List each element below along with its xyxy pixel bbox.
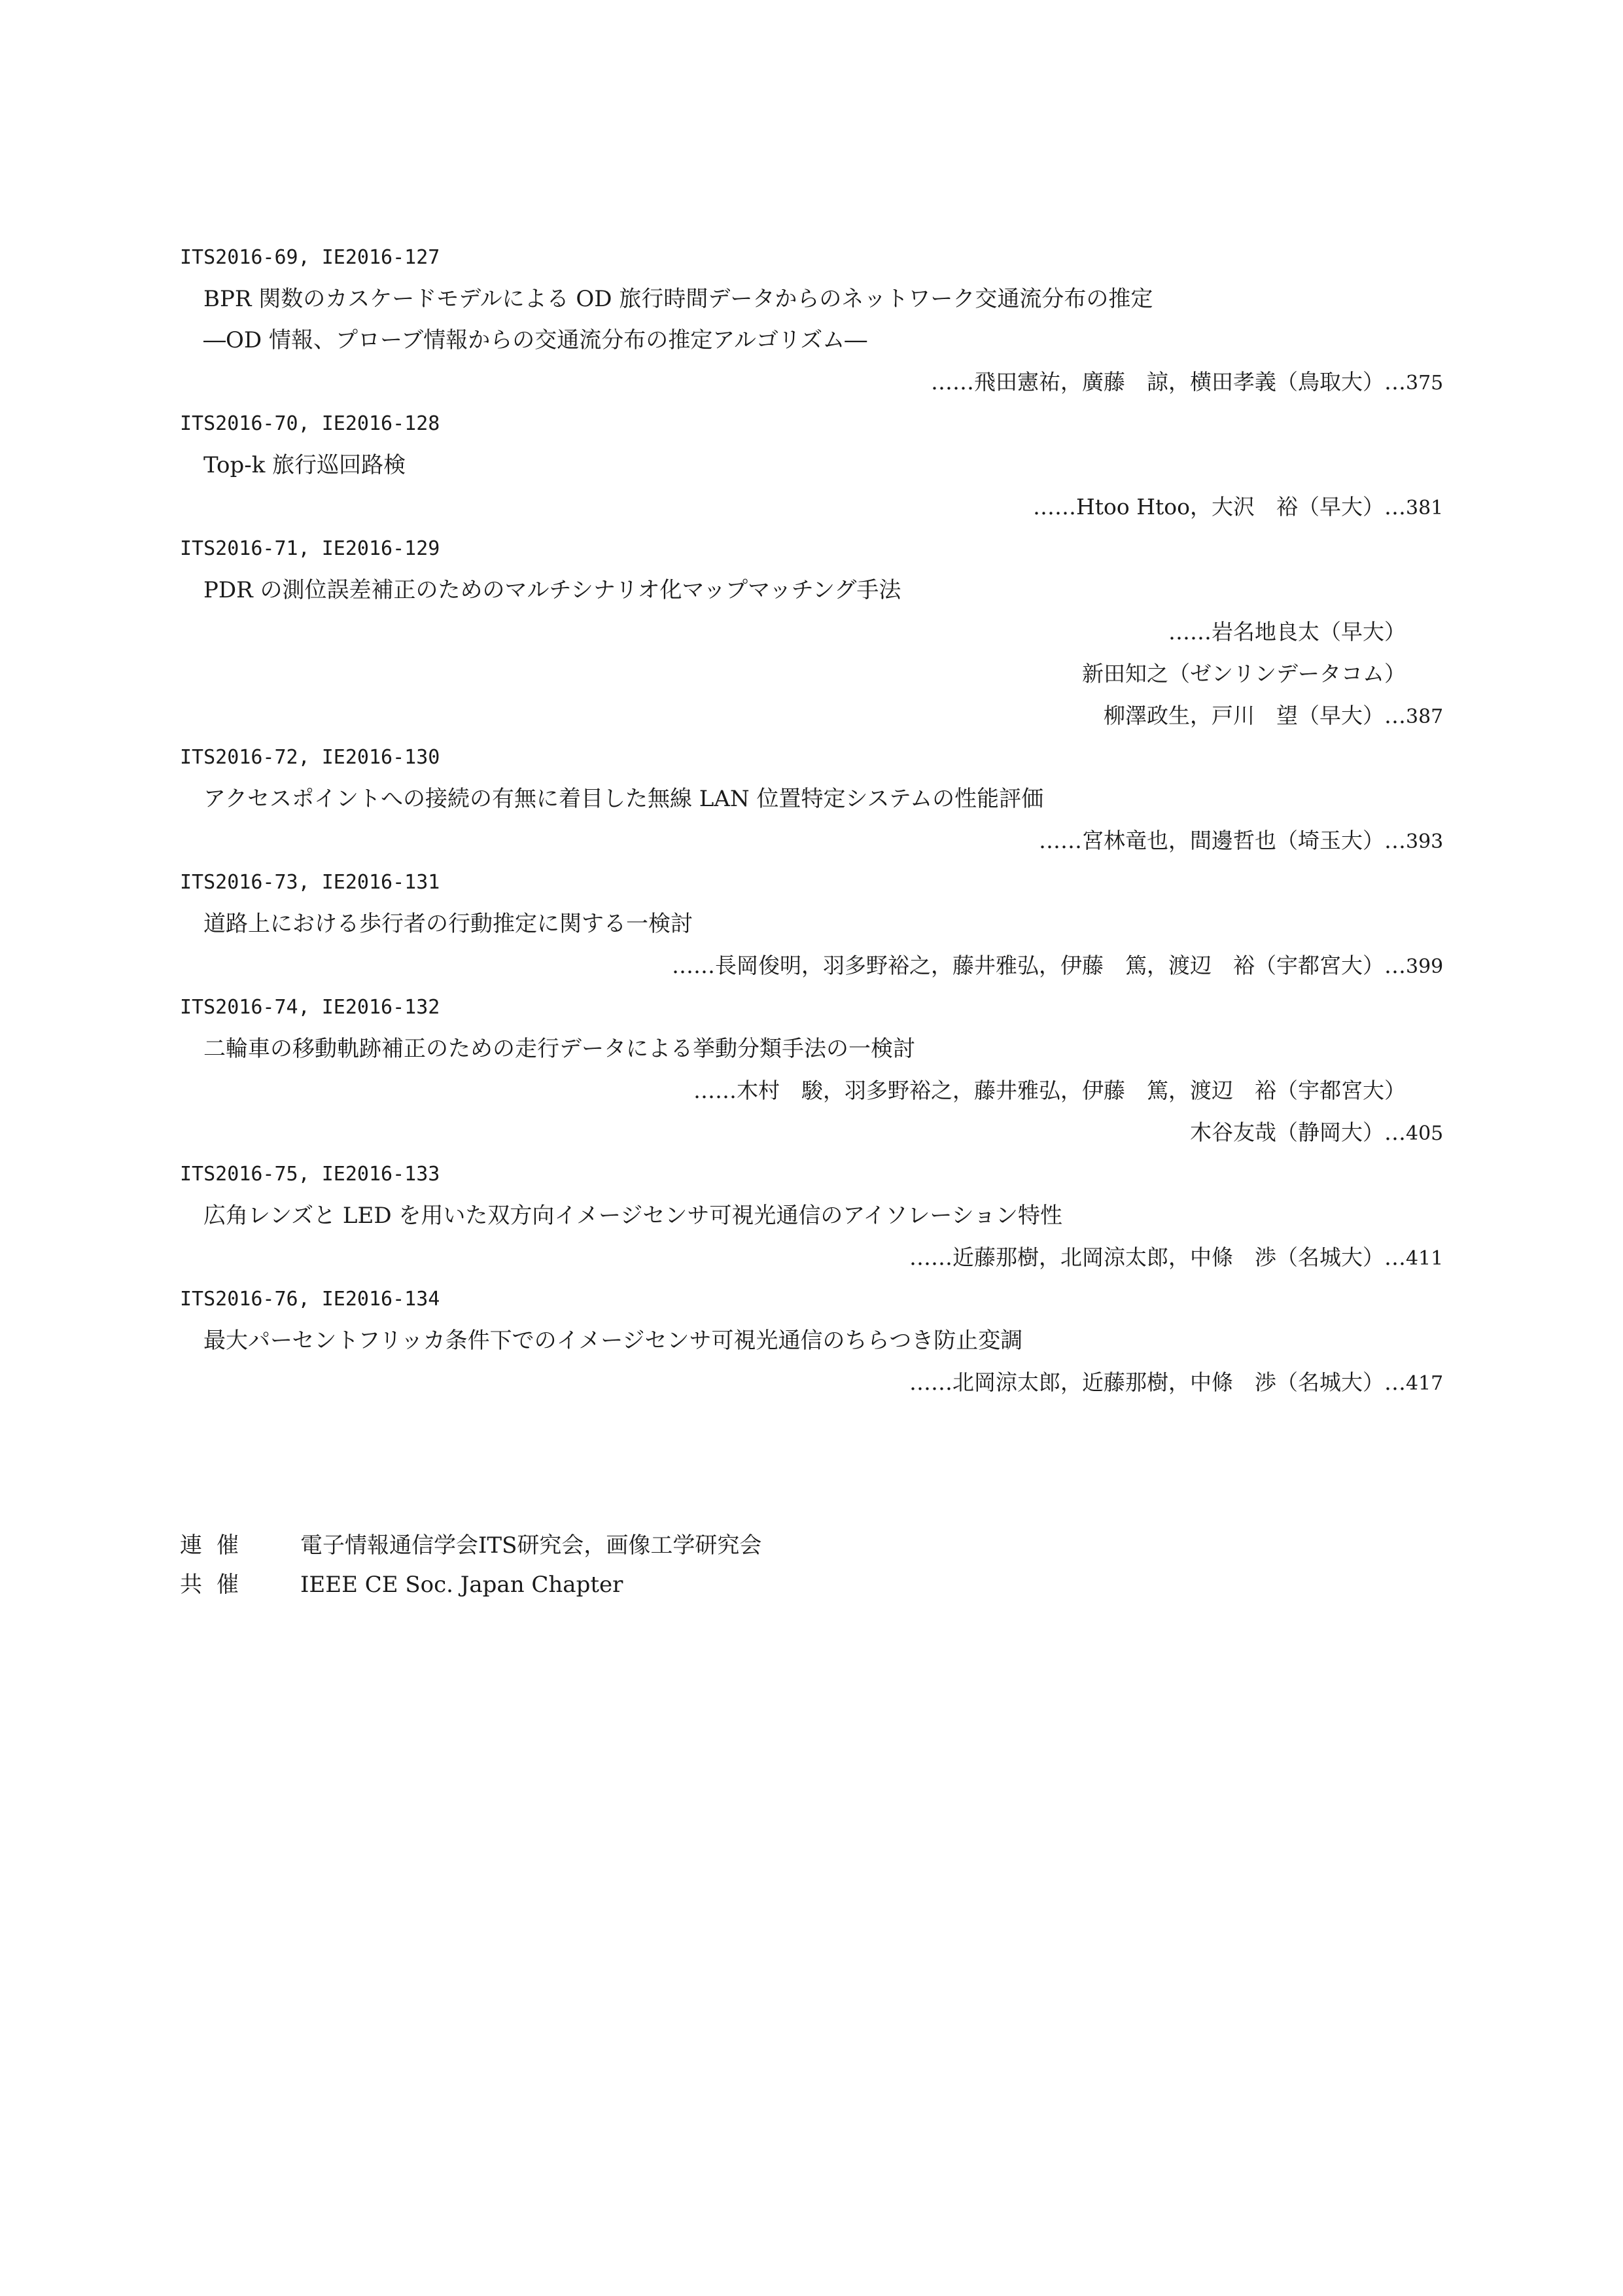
program-entry xyxy=(180,737,1442,862)
page-number: 399 xyxy=(1406,955,1444,978)
author-text: ……飛田憲祐，廣藤 諒，横田孝義（鳥取大）… xyxy=(931,369,1406,395)
entry-title-line: BPR 関数のカスケードモデルによる OD 旅行時間データからのネットワーク交通流分布の推定 xyxy=(203,286,1153,312)
author-text: 柳澤政生，戸川 望（早大）… xyxy=(1104,703,1406,728)
entry-author-line xyxy=(180,945,1442,987)
program-entry xyxy=(180,862,1442,987)
entry-author-line xyxy=(180,820,1442,862)
program-entry-list xyxy=(180,237,1442,1404)
entry-title-line: 最大パーセントフリッカ条件下でのイメージセンサ可視光通信のちらつき防止変調 xyxy=(203,1328,1023,1354)
entry-code: ITS2016-69, IE2016-127 xyxy=(180,246,440,269)
program-entry xyxy=(180,237,1442,403)
entry-code: ITS2016-72, IE2016-130 xyxy=(180,746,440,769)
entry-title-line: 二輪車の移動軌跡補正のための走行データによる挙動分類手法の一検討 xyxy=(203,1036,915,1062)
author-text: ……近藤那樹，北岡涼太郎，中條 渉（名城大）… xyxy=(909,1245,1406,1270)
page-number: 393 xyxy=(1406,830,1444,853)
program-entry xyxy=(180,528,1442,737)
entry-author-line xyxy=(180,1112,1442,1154)
entry-code: ITS2016-75, IE2016-133 xyxy=(180,1163,440,1186)
footer-label: 共催 xyxy=(180,1572,253,1598)
entry-code: ITS2016-71, IE2016-129 xyxy=(180,537,440,560)
entry-author-line xyxy=(180,695,1442,737)
program-entry xyxy=(180,987,1442,1154)
entry-code: ITS2016-70, IE2016-128 xyxy=(180,412,440,435)
page-number: 417 xyxy=(1406,1372,1444,1395)
entry-author-line xyxy=(180,611,1442,653)
page-number: 405 xyxy=(1406,1122,1444,1145)
author-text: ……岩名地良太（早大） xyxy=(1168,619,1406,645)
entry-author-line xyxy=(180,1362,1442,1404)
author-text: ……木村 駿，羽多野裕之，藤井雅弘，伊藤 篤，渡辺 裕（宇都宮大） xyxy=(693,1078,1406,1103)
author-text: 木谷友哉（静岡大）… xyxy=(1190,1120,1406,1145)
author-text: ……宮林竜也，間邊哲也（埼玉大）… xyxy=(1039,828,1406,853)
footer-value: 電子情報通信学会ITS研究会，画像工学研究会 xyxy=(300,1532,762,1559)
entry-code: ITS2016-73, IE2016-131 xyxy=(180,871,440,894)
entry-title-line: PDR の測位誤差補正のためのマルチシナリオ化マップマッチング手法 xyxy=(203,577,901,603)
entry-title-line: Top-k 旅行巡回路検 xyxy=(203,452,406,478)
author-text: ……長岡俊明，羽多野裕之，藤井雅弘，伊藤 篤，渡辺 裕（宇都宮大）… xyxy=(672,953,1406,978)
page-number: 387 xyxy=(1406,705,1444,728)
footer-label: 連催 xyxy=(180,1532,253,1559)
page-number: 411 xyxy=(1406,1247,1444,1270)
program-entry xyxy=(180,1154,1442,1279)
entry-author-line xyxy=(180,486,1442,528)
author-text: ……Htoo Htoo，大沢 裕（早大）… xyxy=(1032,494,1406,520)
page-number: 381 xyxy=(1406,497,1444,520)
program-entry xyxy=(180,1279,1442,1404)
entry-title-line: 道路上における歩行者の行動推定に関する一検討 xyxy=(203,911,693,937)
page-number: 375 xyxy=(1406,372,1444,395)
footer-row xyxy=(180,1565,1096,1604)
entry-code: ITS2016-74, IE2016-132 xyxy=(180,996,440,1019)
footer-value: IEEE CE Soc. Japan Chapter xyxy=(300,1572,623,1598)
entry-title-line: 広角レンズと LED を用いた双方向イメージセンサ可視光通信のアイソレーション特性 xyxy=(203,1203,1062,1229)
entry-title-line: ―OD 情報、プローブ情報からの交通流分布の推定アルゴリズム― xyxy=(203,327,867,353)
sponsor-footer xyxy=(180,1526,1096,1604)
author-text: 新田知之（ゼンリンデータコム） xyxy=(1082,661,1406,686)
footer-row xyxy=(180,1526,1096,1565)
entry-author-line xyxy=(180,1070,1442,1112)
entry-code: ITS2016-76, IE2016-134 xyxy=(180,1288,440,1311)
program-entry xyxy=(180,403,1442,528)
author-text: ……北岡涼太郎，近藤那樹，中條 渉（名城大）… xyxy=(909,1369,1406,1395)
entry-author-line xyxy=(180,361,1442,403)
entry-title-line: アクセスポイントへの接続の有無に着目した無線 LAN 位置特定システムの性能評価 xyxy=(203,786,1044,812)
entry-author-line xyxy=(180,1237,1442,1279)
entry-author-line xyxy=(180,653,1442,695)
